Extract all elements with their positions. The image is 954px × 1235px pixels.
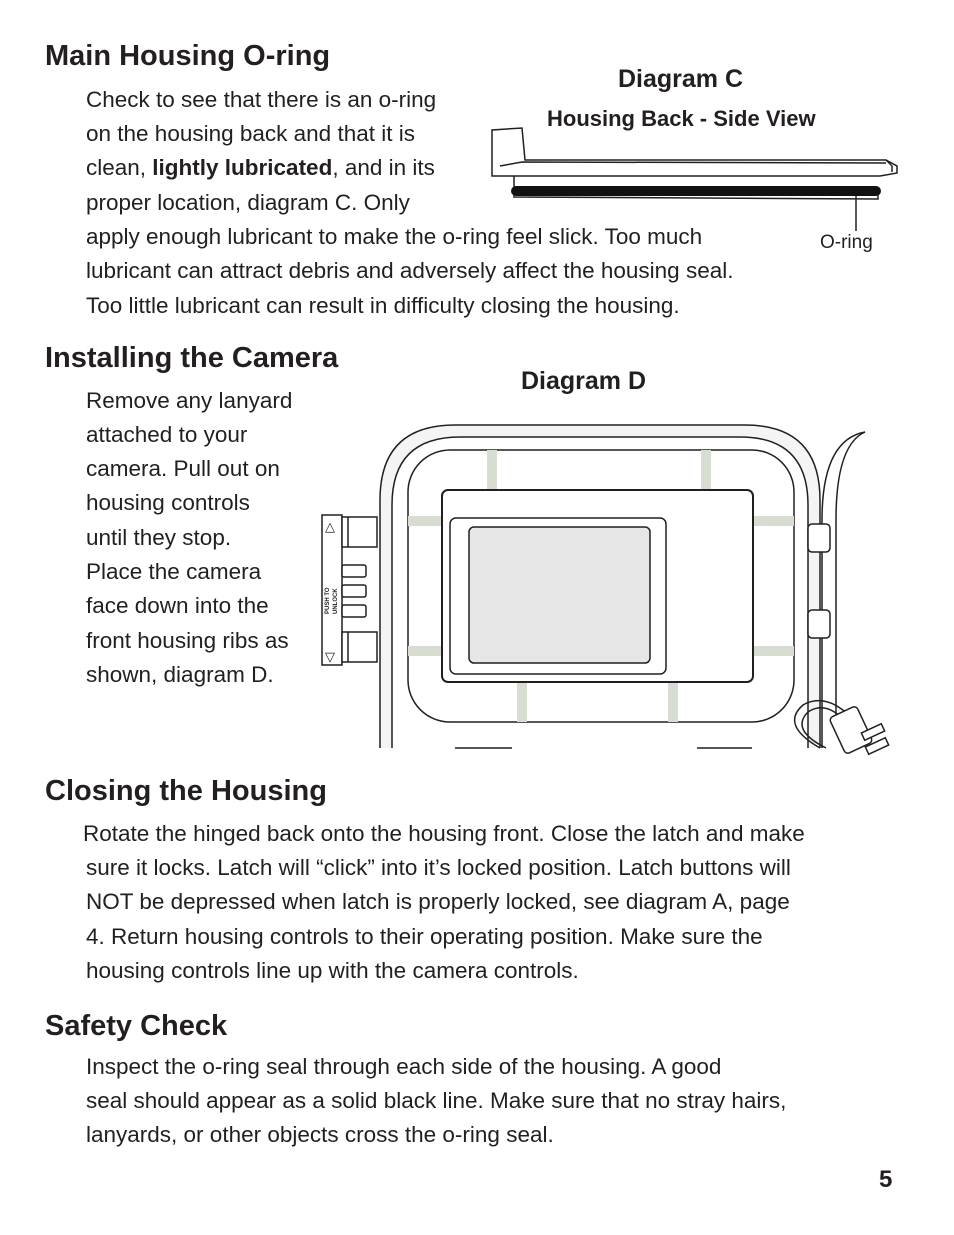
install-text-line-8: front housing ribs as xyxy=(86,628,289,653)
heading-installing-camera: Installing the Camera xyxy=(45,342,339,374)
heading-closing-housing: Closing the Housing xyxy=(45,775,327,807)
install-text-line-1: Remove any lanyard xyxy=(86,388,293,413)
diagram-c-title: Diagram C xyxy=(618,65,744,93)
closing-text-line-5: housing controls line up with the camera controls. xyxy=(86,958,579,983)
safety-text-line-2: seal should appear as a solid black line. Make sure that no stray hairs, xyxy=(86,1088,787,1113)
oring-text-line-6: lubricant can attract debris and adversely affect the housing seal. xyxy=(86,258,734,283)
page-number: 5 xyxy=(879,1166,893,1193)
install-text-line-6: Place the camera xyxy=(86,559,262,584)
latch-up-arrow: △ xyxy=(325,520,335,535)
heading-safety-check: Safety Check xyxy=(45,1010,228,1042)
install-text-line-9: shown, diagram D. xyxy=(86,662,274,687)
closing-text-line-3: NOT be depressed when latch is properly locked, see diagram A, page xyxy=(86,889,790,914)
safety-text-line-1: Inspect the o-ring seal through each side of the housing. A good xyxy=(86,1054,722,1079)
oring-text-line-7: Too little lubricant can result in difficulty closing the housing. xyxy=(86,293,680,318)
oring-text-line-4: proper location, diagram C. Only xyxy=(86,190,410,215)
diagram-d-title: Diagram D xyxy=(521,367,647,395)
oring-text-line-1: Check to see that there is an o-ring xyxy=(86,87,437,112)
oring-text-line-2: on the housing back and that it is xyxy=(86,121,415,146)
oring-text-line-3-post: , and in its xyxy=(332,155,435,180)
latch-push-text: PUSH TO xyxy=(325,587,331,614)
oring-text-line-5: apply enough lubricant to make the o-ring feel slick. Too much xyxy=(86,224,703,249)
install-text-line-3: camera. Pull out on xyxy=(86,456,280,481)
safety-text-line-3: lanyards, or other objects cross the o-ring seal. xyxy=(86,1122,554,1147)
install-text-line-5: until they stop. xyxy=(86,525,232,550)
latch-down-arrow: ▽ xyxy=(325,650,335,665)
oring-label: O-ring xyxy=(820,232,873,253)
closing-text-line-1: Rotate the hinged back onto the housing front. Close the latch and make xyxy=(83,821,805,846)
bold-lightly-lubricated: lightly lubricated xyxy=(152,155,333,180)
diagram-c-subtitle: Housing Back - Side View xyxy=(547,106,816,131)
heading-main-housing-oring: Main Housing O-ring xyxy=(45,40,331,72)
closing-text-line-2: sure it locks. Latch will “click” into it’s locked position. Latch buttons will xyxy=(86,855,791,880)
install-text-line-2: attached to your xyxy=(86,422,248,447)
install-text-line-7: face down into the xyxy=(86,593,269,618)
closing-text-line-4: 4. Return housing controls to their operating position. Make sure the xyxy=(86,924,763,949)
oring-text-line-3-pre: clean, xyxy=(86,155,153,180)
install-text-line-4: housing controls xyxy=(86,490,250,515)
latch-unlock-text: UNLOCK xyxy=(333,588,339,614)
